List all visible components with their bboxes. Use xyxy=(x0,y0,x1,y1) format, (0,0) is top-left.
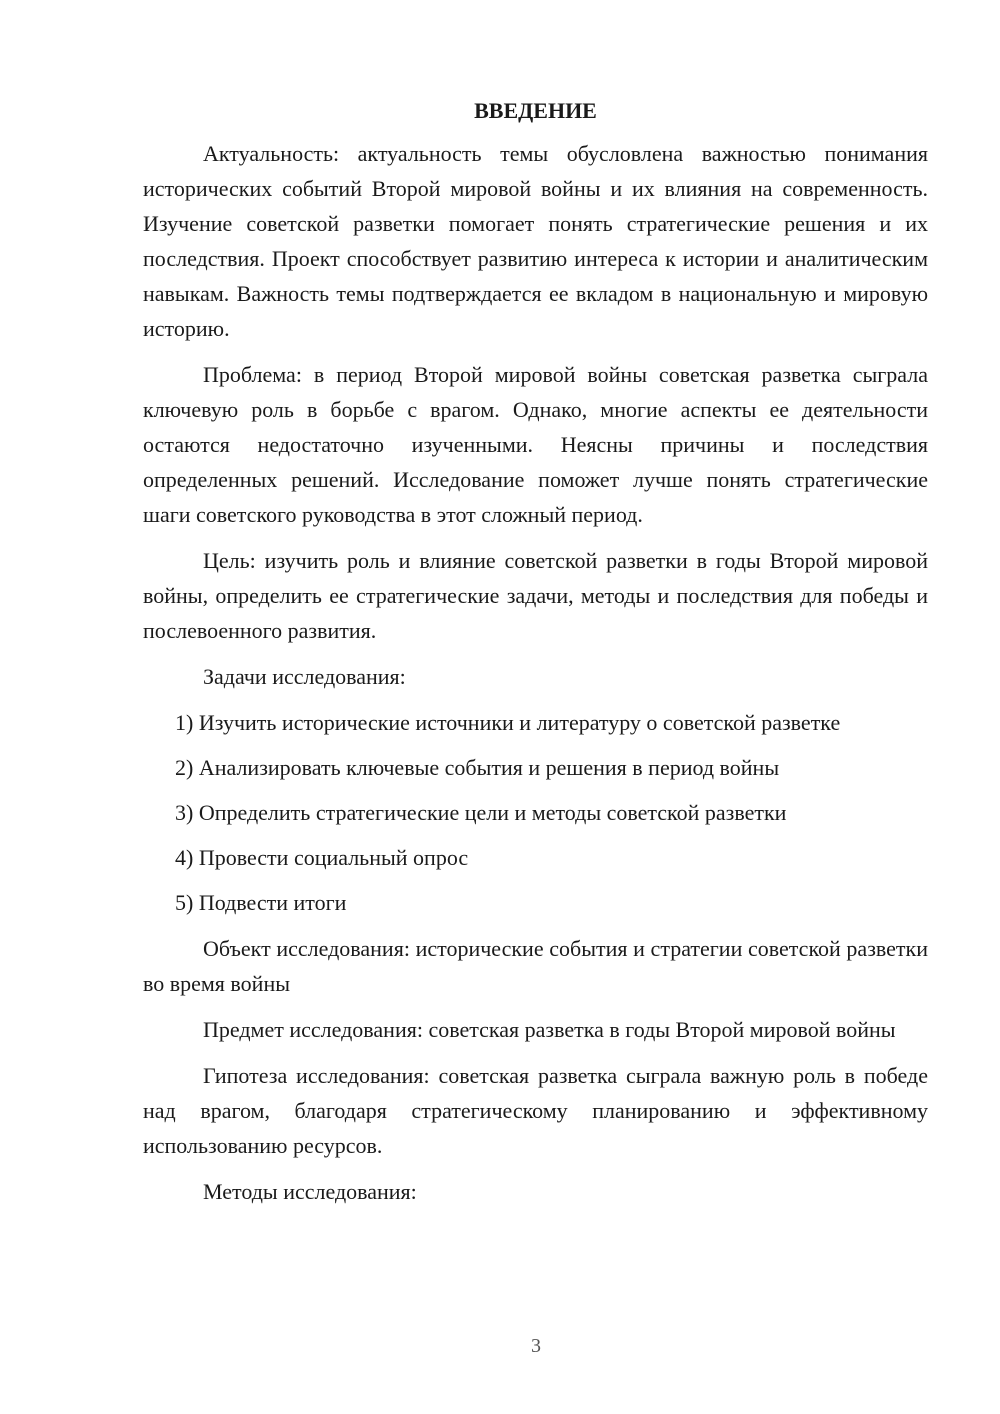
task-item-2: 2) Анализировать ключевые события и решения в период войны xyxy=(175,755,780,780)
object-paragraph: Объект исследования: исторические события и стратегии советской разветки во время войны xyxy=(143,936,928,996)
task-item-3: 3) Определить стратегические цели и методы советской разветки xyxy=(175,800,787,825)
problem-paragraph: Проблема: в период Второй мировой войны советская разветка сыграла ключевую роль в борьбе с врагом. Однако, многие аспекты ее деятельности остаются недостаточно изученными. Неясны причины и последствия определенных решений. Исследование поможет лучше понять стратегические шаги советского руководства в этот сложный период. xyxy=(143,362,928,527)
subject-paragraph: Предмет исследования: советская разветка в годы Второй мировой войны xyxy=(203,1017,896,1042)
tasks-heading: Задачи исследования: xyxy=(203,664,406,689)
task-item-4: 4) Провести социальный опрос xyxy=(175,845,469,870)
relevance-paragraph: Актуальность: актуальность темы обусловлена важностью понимания исторических событий Второй мировой войны и их влияния на современность. Изучение советской разветки помогает понять стратегические решения и их последствия. Проект способствует развитию интереса к истории и аналитическим навыкам. Важность темы подтверждается ее вкладом в национальную и мировую историю. xyxy=(143,141,928,341)
page-title: ВВЕДЕНИЕ xyxy=(474,98,597,123)
goal-paragraph: Цель: изучить роль и влияние советской разветки в годы Второй мировой войны, определить ее стратегические задачи, методы и последствия для победы и послевоенного развития. xyxy=(143,548,928,643)
task-item-5: 5) Подвести итоги xyxy=(175,890,347,915)
task-item-1: 1) Изучить исторические источники и литературу о советской разветке xyxy=(175,710,841,735)
document-page xyxy=(143,96,928,1220)
hypothesis-paragraph: Гипотеза исследования: советская разветка сыграла важную роль в победе над врагом, благодаря стратегическому планированию и эффективному использованию ресурсов. xyxy=(143,1063,928,1158)
methods-heading: Методы исследования: xyxy=(203,1179,417,1204)
page-number: 3 xyxy=(531,1335,541,1357)
tasks-list xyxy=(143,705,928,920)
